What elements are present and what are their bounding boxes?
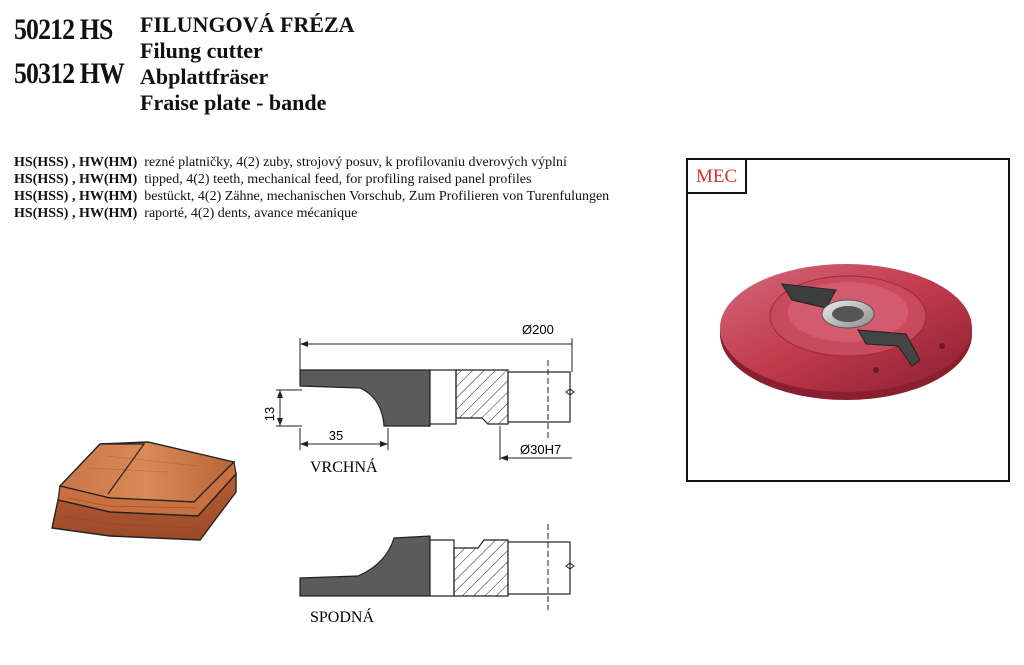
product-titles xyxy=(140,12,355,116)
spec-list xyxy=(14,154,654,222)
title-de: Abplattfräser xyxy=(140,64,269,89)
title-sk: FILUNGOVÁ FRÉZA xyxy=(140,12,355,37)
brand-badge: MEC xyxy=(688,160,747,194)
spec-text: rezné platničky, 4(2) zuby, strojový posuv, k profilovaniu dverových výplní xyxy=(144,155,567,170)
title-fr: Fraise plate - bande xyxy=(140,90,327,115)
spec-row-fr xyxy=(14,205,654,222)
product-code-hw: 50312 HW xyxy=(14,57,124,90)
title-en: Filung cutter xyxy=(140,38,263,63)
product-codes xyxy=(14,8,142,96)
height-label: 13 xyxy=(262,406,277,422)
cutter-photo xyxy=(706,230,992,420)
spec-prefix: HS(HSS) , HW(HM) xyxy=(14,172,138,187)
spec-row-en xyxy=(14,171,654,188)
product-code-hs: 50212 HS xyxy=(14,13,113,46)
diameter-label: Ø200 xyxy=(522,322,554,337)
top-profile-label: VRCHNÁ xyxy=(310,459,378,476)
spec-prefix: HS(HSS) , HW(HM) xyxy=(14,189,138,204)
wood-profile-illustration xyxy=(48,436,248,548)
bottom-profile-label: SPODNÁ xyxy=(310,609,375,626)
bore-label: Ø30H7 xyxy=(520,442,562,457)
spec-row-sk xyxy=(14,154,654,171)
spec-text: raporté, 4(2) dents, avance mécanique xyxy=(144,206,358,221)
spec-text: bestückt, 4(2) Zähne, mechanischen Vorschub, Zum Profilieren von Turenfulungen xyxy=(144,189,610,204)
cutter-cross-section-diagram xyxy=(250,310,590,640)
spec-prefix: HS(HSS) , HW(HM) xyxy=(14,155,138,170)
spec-row-de xyxy=(14,188,654,205)
spec-prefix: HS(HSS) , HW(HM) xyxy=(14,206,138,221)
spec-text: tipped, 4(2) teeth, mechanical feed, for profiling raised panel profiles xyxy=(144,172,532,187)
product-photo-frame xyxy=(686,158,1010,482)
depth-label: 35 xyxy=(328,428,344,443)
